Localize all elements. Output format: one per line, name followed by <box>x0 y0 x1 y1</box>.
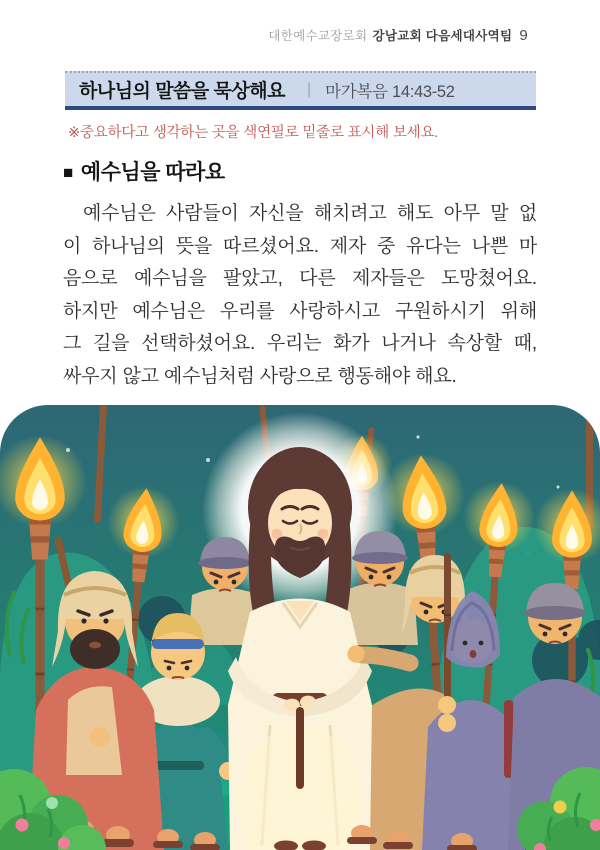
header-team: 강남교회 다음세대사역팀 <box>372 29 513 43</box>
body-line: 그 길을 선택하셨어요. 우리는 화가 나거나 속상할 때, <box>63 333 537 354</box>
instruction-note: ※중요하다고 생각하는 곳을 색연필로 밑줄로 표시해 보세요. <box>68 125 439 141</box>
body-line: 예수님은 사람들이 자신을 해치려고 해도 아무 말 없 <box>83 203 537 224</box>
illustration-svg <box>0 405 600 850</box>
header-org: 대한예수교장로회 <box>268 29 368 43</box>
section-heading <box>63 156 225 186</box>
title-banner <box>65 71 536 110</box>
banner-divider: | <box>306 80 312 98</box>
body-line: 하지만 예수님은 우리를 사랑하시고 구원하시기 위해 <box>63 300 537 322</box>
body-line: 이 하나님의 뜻을 따르셨어요. 제자 중 유다는 나쁜 마 <box>63 235 537 257</box>
banner-title: 하나님의 말씀을 묵상해요 <box>79 81 285 102</box>
scripture-reference: 마가복음 14:43-52 <box>325 82 455 101</box>
page-number: 9 <box>519 27 528 44</box>
body-line: 음으로 예수님을 팔았고, 다른 제자들은 도망쳤어요. <box>63 268 537 289</box>
section-title: 예수님을 따라요 <box>80 161 225 184</box>
body-line: 싸우지 않고 예수님처럼 사랑으로 행동해야 해요. <box>63 365 457 387</box>
jesus-arrest-illustration <box>0 405 600 850</box>
body-paragraph <box>63 198 537 393</box>
page-header <box>268 26 528 44</box>
square-bullet-icon: ■ <box>63 163 73 182</box>
